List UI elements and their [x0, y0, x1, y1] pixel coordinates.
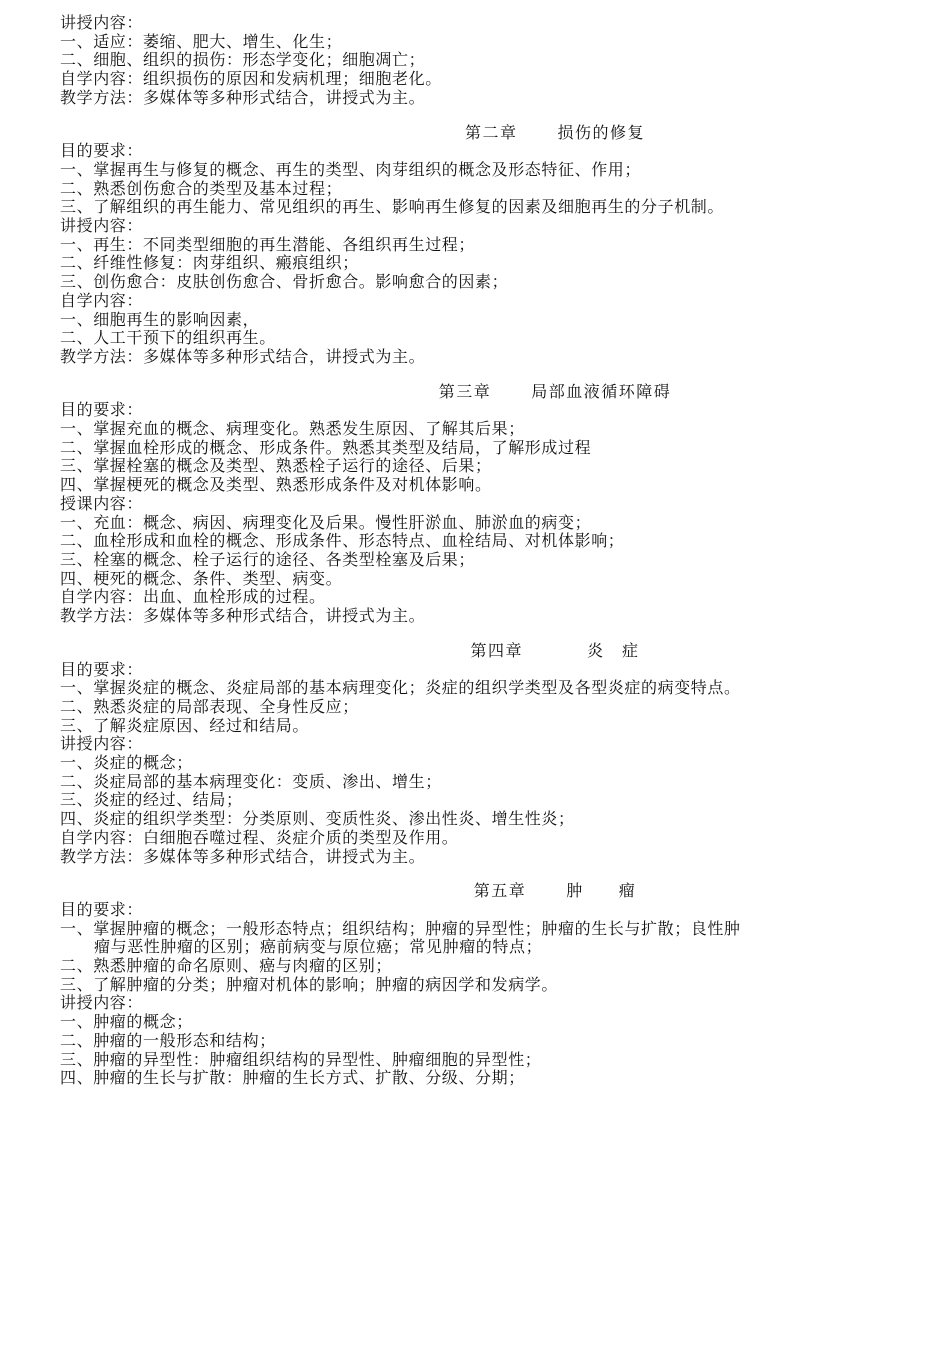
text-line: 教学方法：多媒体等多种形式结合，讲授式为主。 — [60, 846, 426, 866]
document-page — [60, 14, 920, 1088]
text-line: 教学方法：多媒体等多种形式结合，讲授式为主。 — [60, 606, 426, 626]
text-line: 二、熟悉炎症的局部表现、全身性反应； — [60, 696, 359, 716]
text-line: 二、肿瘤的一般形态和结构； — [60, 1030, 276, 1050]
chapter-4-section — [60, 642, 920, 866]
text-line: 二、人工干预下的组织再生。 — [60, 328, 276, 348]
text-line: 讲授内容： — [60, 216, 144, 236]
text-line: 一、掌握充血的概念、病理变化。熟悉发生原因、了解其后果； — [60, 419, 525, 439]
text-line: 一、掌握肿瘤的概念；一般形态特点；组织结构；肿瘤的异型性；肿瘤的生长与扩散；良性肿 — [60, 918, 741, 938]
chapter-title: 炎 症 — [587, 640, 640, 660]
text-line: 三、创伤愈合：皮肤创伤愈合、骨折愈合。影响愈合的因素； — [60, 272, 509, 292]
text-line: 一、再生：不同类型细胞的再生潜能、各组织再生过程； — [60, 234, 476, 254]
text-line: 二、血栓形成和血栓的概念、形成条件、形态特点、血栓结局、对机体影响； — [60, 531, 625, 551]
chapter-number: 第二章 — [464, 122, 518, 142]
text-line: 自学内容：出血、血栓形成的过程。 — [60, 587, 326, 607]
text-line: 三、栓塞的概念、栓子运行的途径、各类型栓塞及后果； — [60, 549, 476, 569]
text-line: 目的要求： — [60, 400, 144, 420]
text-line: 讲授内容： — [60, 993, 144, 1013]
text-line: 一、掌握再生与修复的概念、再生的类型、肉芽组织的概念及形态特征、作用； — [60, 159, 642, 179]
chapter-heading — [60, 882, 920, 901]
text-line: 三、肿瘤的异型性：肿瘤组织结构的异型性、肿瘤细胞的异型性； — [60, 1049, 542, 1069]
text-line: 讲授内容： — [60, 13, 144, 32]
text-line: 四、梗死的概念、条件、类型、病变。 — [60, 568, 343, 588]
text-line: 一、掌握炎症的概念、炎症局部的基本病理变化；炎症的组织学类型及各型炎症的病变特点。 — [60, 678, 741, 698]
chapter-number: 第三章 — [438, 381, 492, 401]
intro-section — [60, 14, 920, 108]
text-line: 一、适应：萎缩、肥大、增生、化生； — [60, 31, 343, 51]
chapter-number: 第五章 — [473, 881, 527, 901]
text-line: 自学内容： — [60, 290, 144, 310]
text-line: 三、了解炎症原因、经过和结局。 — [60, 715, 310, 735]
text-line: 四、掌握梗死的概念及类型、熟悉形成条件及对机体影响。 — [60, 475, 492, 495]
text-line: 目的要求： — [60, 899, 144, 919]
chapter-5-section — [60, 882, 920, 1088]
text-line: 二、细胞、组织的损伤：形态学变化；细胞凋亡； — [60, 50, 426, 70]
text-line: 二、炎症局部的基本病理变化：变质、渗出、增生； — [60, 771, 442, 791]
chapter-title: 肿 瘤 — [566, 881, 637, 901]
text-line: 二、掌握血栓形成的概念、形成条件。熟悉其类型及结局，了解形成过程 — [60, 437, 592, 457]
text-line: 授课内容： — [60, 493, 144, 513]
chapter-3-section — [60, 383, 920, 626]
text-line: 三、了解组织的再生能力、常见组织的再生、影响再生修复的因素及细胞再生的分子机制。 — [60, 197, 725, 217]
text-line: 一、肿瘤的概念； — [60, 1012, 193, 1032]
text-line: 二、熟悉肿瘤的命名原则、癌与肉瘤的区别； — [60, 956, 393, 976]
text-line: 一、充血：概念、病因、病理变化及后果。慢性肝淤血、肺淤血的病变； — [60, 512, 592, 532]
text-line: 二、纤维性修复：肉芽组织、瘢痕组织； — [60, 253, 359, 273]
text-line: 讲授内容： — [60, 734, 144, 754]
text-line: 目的要求： — [60, 141, 144, 161]
chapter-heading — [60, 383, 920, 402]
text-line: 四、炎症的组织学类型：分类原则、变质性炎、渗出性炎、增生性炎； — [60, 809, 575, 829]
chapter-heading — [60, 124, 920, 143]
text-line: 教学方法：多媒体等多种形式结合，讲授式为主。 — [60, 346, 426, 366]
text-line: 教学方法：多媒体等多种形式结合，讲授式为主。 — [60, 87, 426, 107]
text-line: 三、了解肿瘤的分类；肿瘤对机体的影响；肿瘤的病因学和发病学。 — [60, 974, 559, 994]
text-line: 自学内容：组织损伤的原因和发病机理；细胞老化。 — [60, 69, 442, 89]
chapter-title: 局部血液循环障碍 — [531, 381, 672, 401]
text-line: 自学内容：白细胞吞噬过程、炎症介质的类型及作用。 — [60, 827, 459, 847]
text-line: 二、熟悉创伤愈合的类型及基本过程； — [60, 178, 343, 198]
text-line: 四、肿瘤的生长与扩散：肿瘤的生长方式、扩散、分级、分期； — [60, 1068, 525, 1088]
chapter-title: 损伤的修复 — [557, 122, 646, 142]
text-line: 一、细胞再生的影响因素， — [60, 309, 260, 329]
text-line-continuation: 瘤与恶性肿瘤的区别；癌前病变与原位癌；常见肿瘤的特点； — [94, 937, 543, 957]
text-line: 三、炎症的经过、结局； — [60, 790, 243, 810]
text-line: 目的要求： — [60, 659, 144, 679]
text-line: 一、炎症的概念； — [60, 753, 193, 773]
chapter-heading — [60, 642, 920, 661]
text-line: 三、掌握栓塞的概念及类型、熟悉栓子运行的途径、后果； — [60, 456, 492, 476]
chapter-number: 第四章 — [470, 640, 523, 660]
chapter-2-section — [60, 124, 920, 367]
